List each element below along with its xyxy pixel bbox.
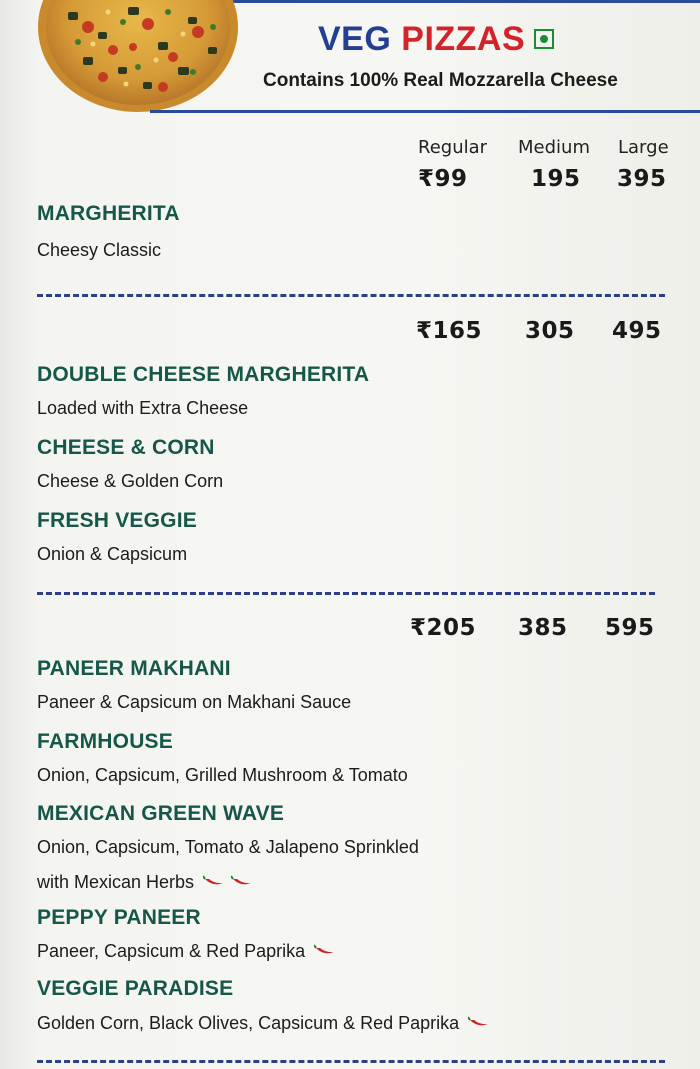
price-large: 395 [617, 166, 667, 192]
price-regular: ₹165 [416, 318, 483, 344]
item-name: VEGGIE PARADISE [37, 977, 234, 1000]
item-desc: Paneer, Capsicum & Red Paprika [37, 941, 306, 961]
subtitle: Contains 100% Real Mozzarella Cheese [263, 70, 618, 91]
item-desc: Cheese & Golden Corn [37, 471, 224, 491]
item-name: FRESH VEGGIE [37, 509, 197, 532]
price-large: 495 [612, 318, 662, 344]
price-regular: ₹205 [410, 615, 477, 641]
chili-icon [231, 873, 265, 894]
item-name: MEXICAN GREEN WAVE [37, 802, 285, 825]
size-large-label: Large [618, 137, 669, 158]
size-medium-label: Medium [518, 137, 590, 158]
header-bottom-rule [150, 110, 700, 113]
item-desc: Onion, Capsicum, Tomato & Jalapeno Sprinkled [37, 837, 419, 857]
item-desc: Onion, Capsicum, Grilled Mushroom & Tomato [37, 765, 408, 785]
section-divider [37, 1060, 665, 1063]
item-desc-continued: with Mexican Herbs [37, 872, 195, 892]
price-medium: 195 [531, 166, 581, 192]
item-desc: Golden Corn, Black Olives, Capsicum & Red Paprika [37, 1013, 460, 1033]
section-divider [37, 294, 665, 297]
item-name: DOUBLE CHEESE MARGHERITA [37, 363, 370, 386]
item-name: CHEESE & CORN [37, 436, 215, 459]
title-pizzas: PIZZAS [401, 20, 526, 58]
item-desc-row [37, 1013, 502, 1035]
item-name: MARGHERITA [37, 202, 180, 225]
item-desc: Paneer & Capsicum on Makhani Sauce [37, 692, 352, 712]
item-name: FARMHOUSE [37, 730, 173, 753]
price-regular: ₹99 [418, 166, 468, 192]
page-title [318, 20, 525, 59]
section-divider [37, 592, 655, 595]
item-name: PANEER MAKHANI [37, 657, 231, 680]
item-desc-row [37, 941, 348, 963]
item-name: PEPPY PANEER [37, 906, 201, 929]
price-medium: 305 [525, 318, 575, 344]
chili-icon [468, 1014, 502, 1035]
price-medium: 385 [518, 615, 568, 641]
header-top-rule [190, 0, 700, 3]
item-desc: Loaded with Extra Cheese [37, 398, 249, 418]
item-desc-line2 [37, 872, 265, 894]
price-large: 595 [605, 615, 655, 641]
item-desc: Cheesy Classic [37, 240, 162, 260]
title-veg: VEG [318, 20, 392, 58]
chili-icon [314, 942, 348, 963]
item-desc: Onion & Capsicum [37, 544, 188, 564]
veg-mark-icon [534, 29, 554, 49]
size-regular-label: Regular [418, 137, 488, 158]
pizza-image [38, 0, 238, 114]
